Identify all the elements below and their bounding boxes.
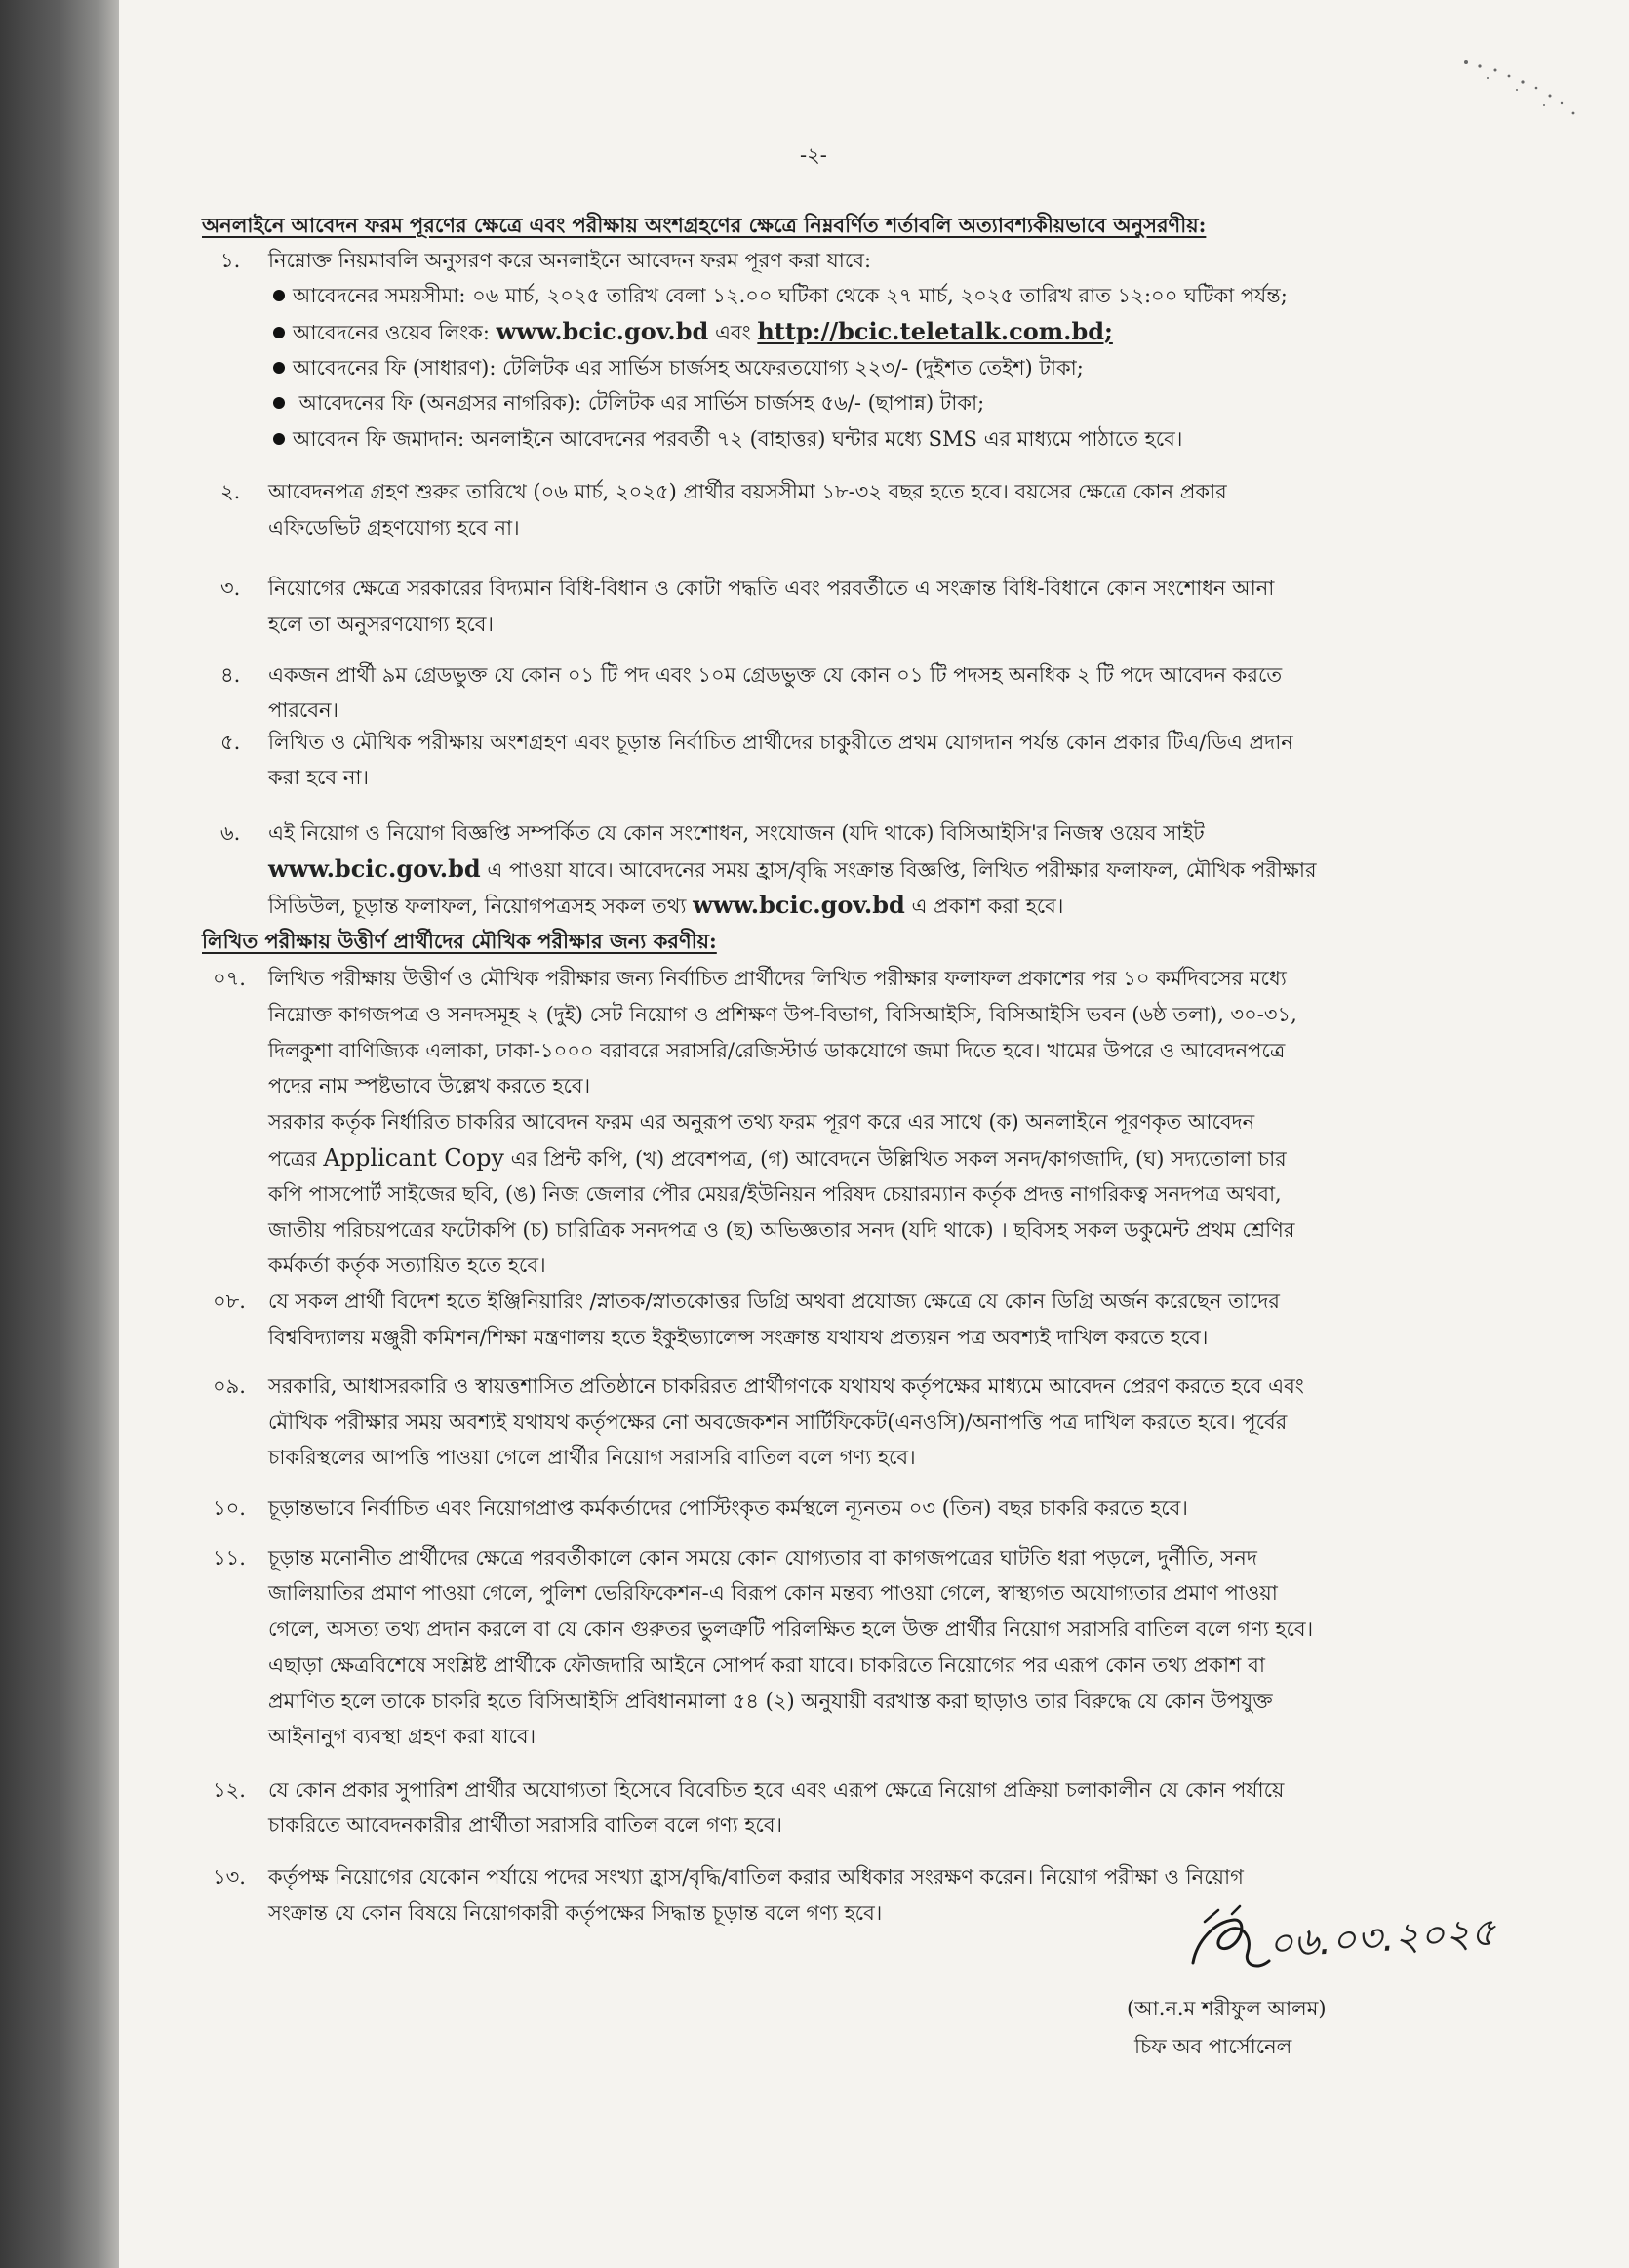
bullet-text: আবেদনের ওয়েব লিংক: [293, 321, 497, 344]
item-text: কর্মকর্তা কর্তৃক সত্যায়িত হতে হবে। [268, 1253, 546, 1277]
web-link[interactable]: www.bcic.gov.bd [496, 317, 709, 345]
page-number: -২- [800, 143, 827, 167]
item-text: চাকরিস্থলের আপত্তি পাওয়া গেলে প্রার্থীর নিয়োগ সরাসরি বাতিল বলে গণ্য হবে। [268, 1446, 916, 1469]
bullet-item [273, 313, 1113, 351]
signatory-name: (আ.ন.ম শরীফুল আলম) [1127, 1997, 1327, 2020]
signature-date: ০৬.০৩.২০২৫ [1266, 1909, 1497, 1968]
bullet-text: আবেদনের ফি (অনগ্রসর নাগরিক): টেলিটক এর সার্ভিস চার্জসহ ৫৬/- (ছাপান্ন) টাকা; [293, 391, 985, 415]
item-number: ১২. [213, 1778, 246, 1802]
item-number: ৩. [220, 577, 241, 600]
web-link[interactable]: www.bcic.gov.bd [693, 891, 905, 919]
item-text [268, 1139, 1287, 1177]
bullet-icon [273, 327, 285, 338]
item-text: লিখিত ও মৌখিক পরীক্ষায় অংশগ্রহণ এবং চূড়ান্ত নির্বাচিত প্রার্থীদের চাকুরীতে প্রথম যোগদান পর্যন্ত কোন প্রকার টিএ/ডিএ প্রদান [268, 731, 1293, 754]
item-text: নিম্নোক্ত নিয়মাবলি অনুসরণ করে অনলাইনে আবেদন ফরম পূরণ করা যাবে: [268, 249, 872, 272]
item-text: এই নিয়োগ ও নিয়োগ বিজ্ঞপ্তি সম্পর্কিত যে কোন সংশোধন, সংযোজন (যদি থাকে) বিসিআইসি'র নিজস্ব ওয়েব সাইট [268, 821, 1205, 845]
item-text: দিলকুশা বাণিজ্যিক এলাকা, ঢাকা-১০০০ বরাবরে সরাসরি/রেজিস্টার্ড ডাকযোগে জমা দিতে হবে। খামের উপরে ও আবেদনপত্রে [268, 1039, 1286, 1062]
item-text: যে কোন প্রকার সুপারিশ প্রার্থীর অযোগ্যতা হিসেবে বিবেচিত হবে এবং এরূপ ক্ষেত্রে নিয়োগ প্রক্রিয়া চলাকালীন যে কোন পর্যায়ে [268, 1778, 1285, 1802]
item-text: লিখিত পরীক্ষায় উত্তীর্ণ ও মৌখিক পরীক্ষার জন্য নির্বাচিত প্রার্থীদের লিখিত পরীক্ষার ফলাফল প্রকাশের পর ১০ কর্মদিবসের মধ্যে [268, 967, 1287, 990]
bullet-item [273, 277, 1288, 314]
bullet-icon [273, 290, 285, 301]
web-link[interactable]: http://bcic.teletalk.com.bd; [757, 317, 1113, 345]
bullet-text: এবং [708, 321, 758, 344]
bullet-icon [273, 397, 285, 409]
bullet-item [273, 420, 1182, 458]
bullet-item [273, 384, 984, 421]
item-text: চাকরিতে আবেদনকারীর প্রার্থীতা সরাসরি বাতিল বলে গণ্য হবে। [268, 1813, 783, 1837]
item-text: চূড়ান্ত মনোনীত প্রার্থীদের ক্ষেত্রে পরবর্তীকালে কোন সময়ে কোন যোগ্যতার বা কাগজপত্রের ঘাটতি ধরা পড়লে, দুর্নীতি, সনদ [268, 1546, 1257, 1570]
item-number: ৬. [220, 821, 241, 845]
item-text: কর্তৃপক্ষ নিয়োগের যেকোন পর্যায়ে পদের সংখ্যা হ্রাস/বৃদ্ধি/বাতিল করার অধিকার সংরক্ষণ করেন। নিয়োগ পরীক্ষা ও নিয়োগ [268, 1865, 1244, 1889]
section-heading-online-application: অনলাইনে আবেদন ফরম পূরণের ক্ষেত্রে এবং পরীক্ষায় অংশগ্রহণের ক্ষেত্রে নিম্নবর্ণিত শর্তাবলি অত্যাবশ্যকীয়ভাবে অনুসরণীয়: [202, 213, 1207, 237]
item-number: ০৭. [213, 967, 246, 990]
item-text: আবেদনপত্র গ্রহণ শুরুর তারিখে (০৬ মার্চ, ২০২৫) প্রার্থীর বয়সসীমা ১৮-৩২ বছর হতে হবে। বয়সের ক্ষেত্রে কোন প্রকার [268, 480, 1227, 503]
item-number: ১০. [213, 1496, 246, 1520]
item-text: জাতীয় পরিচয়পত্রের ফটোকপি (চ) চারিত্রিক সনদপত্র ও (ছ) অভিজ্ঞতার সনদ (যদি থাকে) । ছবিসহ সকল ডকুমেন্ট প্রথম শ্রেণির [268, 1218, 1295, 1242]
item-text: পদের নাম স্পষ্টভাবে উল্লেখ করতে হবে। [268, 1074, 591, 1097]
bullet-icon [273, 362, 285, 374]
item-text: করা হবে না। [268, 766, 369, 789]
item-text [268, 851, 1317, 889]
item-text: চূড়ান্তভাবে নির্বাচিত এবং নিয়োগপ্রাপ্ত কর্মকর্তাদের পোস্টিংকৃত কর্মস্থলে ন্যূনতম ০৩ (তিন) বছর চাকরি করতে হবে। [268, 1496, 1188, 1520]
bullet-item [273, 349, 1084, 386]
item-text: নিয়োগের ক্ষেত্রে সরকারের বিদ্যমান বিধি-বিধান ও কোটা পদ্ধতি এবং পরবর্তীতে এ সংক্রান্ত বিধি-বিধানে কোন সংশোধন আনা [268, 577, 1275, 600]
item-text: এছাড়া ক্ষেত্রবিশেষে সংশ্লিষ্ট প্রার্থীকে ফৌজদারি আইনে সোপর্দ করা যাবে। চাকরিতে নিয়োগের পর এরূপ কোন তথ্য প্রকাশ বা [268, 1653, 1265, 1677]
item-text: সরকারি, আধাসরকারি ও স্বায়ত্তশাসিত প্রতিষ্ঠানে চাকরিরত প্রার্থীগণকে যথাযথ কর্তৃপক্ষের মাধ্যমে আবেদন প্রেরণ করতে হবে এবং [268, 1374, 1304, 1398]
item-number: ০৯. [213, 1374, 246, 1398]
scan-specks [1458, 49, 1585, 146]
item-text: মৌখিক পরীক্ষার সময় অবশ্যই যথাযথ কর্তৃপক্ষের নো অবজেকশন সার্টিফিকেট(এনওসি)/অনাপত্তি পত্র দাখিল করতে হবে। পূর্বের [268, 1411, 1288, 1434]
item-text: জালিয়াতির প্রমাণ পাওয়া গেলে, পুলিশ ভেরিফিকেশন-এ বিরূপ কোন মন্তব্য পাওয়া গেলে, স্বাস্থ্যগত অযোগ্যতার প্রমাণ পাওয়া [268, 1581, 1278, 1605]
item-text [268, 887, 1063, 925]
item-text: সংক্রান্ত যে কোন বিষয়ে নিয়োগকারী কর্তৃপক্ষের সিদ্ধান্ত চূড়ান্ত বলে গণ্য হবে। [268, 1901, 883, 1925]
bullet-icon [273, 433, 285, 445]
item-text: হলে তা অনুসরণযোগ্য হবে। [268, 613, 494, 636]
bullet-text: আবেদন ফি জমাদান: অনলাইনে আবেদনের পরবর্তী ৭২ (বাহাত্তর) ঘন্টার মধ্যে SMS এর মাধ্যমে পাঠাতে হবে। [293, 427, 1183, 451]
item-text-segment: এর প্রিন্ট কপি, (খ) প্রবেশপত্র, (গ) আবেদনে উল্লিখিত সকল সনদ/কাগজাদি, (ঘ) সদ্যতোলা চার [503, 1147, 1287, 1171]
item-text-segment: পত্রের [268, 1147, 324, 1171]
item-text: এফিডেভিট গ্রহণযোগ্য হবে না। [268, 516, 520, 539]
bullet-text: আবেদনের ফি (সাধারণ): টেলিটক এর সার্ভিস চার্জসহ অফেরতযোগ্য ২২৩/- (দুইশত তেইশ) টাকা; [293, 356, 1084, 379]
item-number: ০৮. [213, 1290, 246, 1313]
web-link[interactable]: www.bcic.gov.bd [268, 855, 481, 883]
item-text: যে সকল প্রার্থী বিদেশ হতে ইঞ্জিনিয়ারিং /স্নাতক/স্নাতকোত্তর ডিগ্রি অথবা প্রযোজ্য ক্ষেত্রে যে কোন ডিগ্রি অর্জন করেছেন তাদের [268, 1290, 1280, 1313]
item-text: সরকার কর্তৃক নির্ধারিত চাকরির আবেদন ফরম এর অনুরূপ তথ্য ফরম পূরণ করে এর সাথে (ক) অনলাইনে পূরণকৃত আবেদন [268, 1110, 1255, 1134]
item-text-segment: Applicant Copy [323, 1144, 504, 1172]
item-text: গেলে, অসত্য তথ্য প্রদান করলে বা যে কোন গুরুতর ভুলত্রুটি পরিলক্ষিত হলে উক্ত প্রার্থীর নিয়োগ সরাসরি বাতিল বলে গণ্য হবে। [268, 1617, 1314, 1641]
item-text: বিশ্ববিদ্যালয় মঞ্জুরী কমিশন/শিক্ষা মন্ত্রণালয় হতে ইকুইভ্যালেন্স সংক্রান্ত যথাযথ প্রত্যয়ন পত্র অবশ্যই দাখিল করতে হবে। [268, 1326, 1209, 1349]
item-text-segment: সিডিউল, চূড়ান্ত ফলাফল, নিয়োগপত্রসহ সকল তথ্য [268, 895, 694, 918]
item-number: ৪. [220, 663, 241, 687]
item-text: একজন প্রার্থী ৯ম গ্রেডভুক্ত যে কোন ০১ টি পদ এবং ১০ম গ্রেডভুক্ত যে কোন ০১ টি পদসহ অনধিক ২ টি পদে আবেদন করতে [268, 663, 1283, 687]
item-number: ১. [220, 249, 241, 272]
item-text: পারবেন। [268, 698, 339, 722]
item-number: ১১. [213, 1546, 246, 1570]
section-heading-viva: লিখিত পরীক্ষায় উত্তীর্ণ প্রার্থীদের মৌখিক পরীক্ষার জন্য করণীয়: [202, 929, 717, 953]
item-number: ৫. [220, 731, 241, 754]
item-text: প্রমাণিত হলে তাকে চাকরি হতে বিসিআইসি প্রবিধানমালা ৫৪ (২) অনুযায়ী বরখাস্ত করা ছাড়াও তার বিরুদ্ধে যে কোন উপযুক্ত [268, 1690, 1273, 1713]
item-text-segment: এ পাওয়া যাবে। আবেদনের সময় হ্রাস/বৃদ্ধি সংক্রান্ত বিজ্ঞপ্তি, লিখিত পরীক্ষার ফলাফল, মৌখিক পরীক্ষার [480, 858, 1317, 882]
item-text-segment: এ প্রকাশ করা হবে। [904, 895, 1064, 918]
signatory-designation: চিফ অব পার্সোনেল [1134, 2035, 1292, 2058]
item-text: আইনানুগ ব্যবস্থা গ্রহণ করা যাবে। [268, 1725, 536, 1748]
bullet-text: আবেদনের সময়সীমা: ০৬ মার্চ, ২০২৫ তারিখ বেলা ১২.০০ ঘটিকা থেকে ২৭ মার্চ, ২০২৫ তারিখ রাত ১২:০০ ঘটিকা পর্যন্ত; [293, 284, 1288, 307]
item-number: ২. [220, 480, 241, 503]
item-text: নিম্নোক্ত কাগজপত্র ও সনদসমূহ ২ (দুই) সেট নিয়োগ ও প্রশিক্ষণ উপ-বিভাগ, বিসিআইসি, বিসিআইসি ভবন (৬ষ্ঠ তলা), ৩০-৩১, [268, 1003, 1297, 1026]
item-text: কপি পাসপোর্ট সাইজের ছবি, (ঙ) নিজ জেলার পৌর মেয়র/ইউনিয়ন পরিষদ চেয়ারম্যান কর্তৃক প্রদত্ত নাগরিকত্ব সনদপত্র অথবা, [268, 1182, 1282, 1206]
item-number: ১৩. [213, 1865, 246, 1889]
scan-edge [0, 0, 119, 2268]
